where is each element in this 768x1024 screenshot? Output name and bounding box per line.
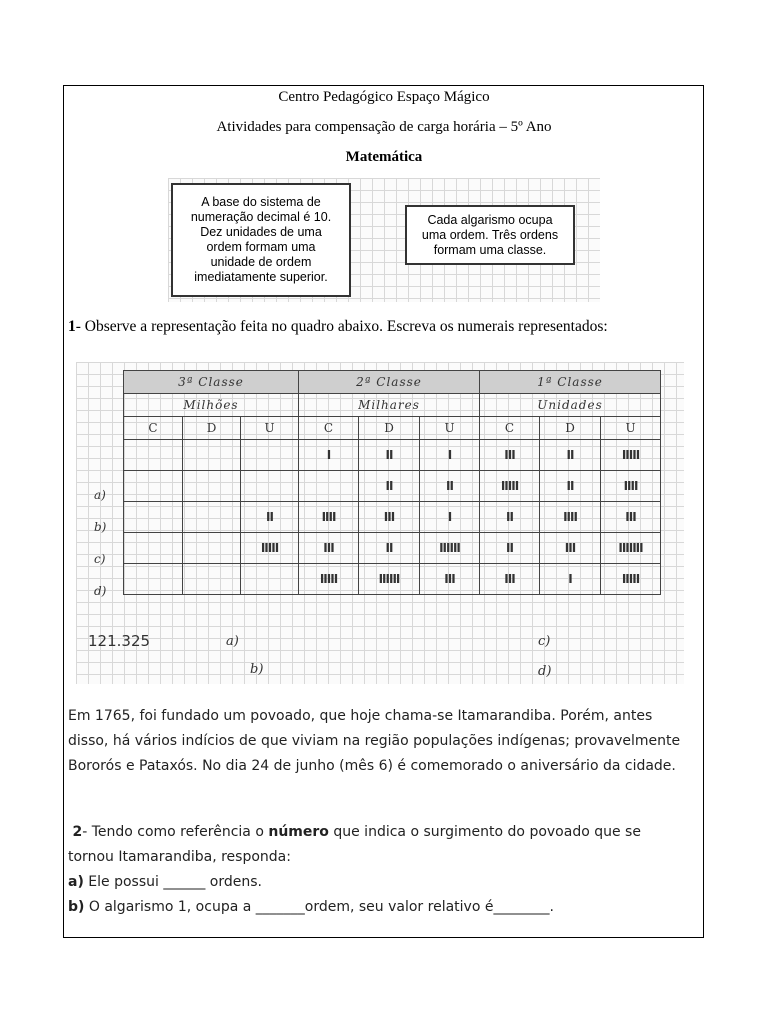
- tally-cell: I: [299, 440, 359, 471]
- tally-cell: [124, 564, 183, 595]
- question-2-number: 2: [72, 824, 83, 840]
- tally-cell: [183, 471, 241, 502]
- row-label-b: b): [94, 520, 107, 534]
- tally-cell: [124, 471, 183, 502]
- worksheet-subtitle: Atividades para compensação de carga horária – 5º Ano: [216, 119, 552, 135]
- column-header: D: [540, 417, 601, 440]
- question-2-intro: [68, 820, 688, 870]
- tally-cell: III: [359, 502, 420, 533]
- question-2b-text: O algarismo 1, ocupa a _______ordem, seu valor relativo é________.: [84, 899, 554, 915]
- tally-cell: [124, 440, 183, 471]
- column-header: C: [480, 417, 540, 440]
- tally-cell: II: [359, 471, 420, 502]
- tally-cell: [183, 564, 241, 595]
- tally-cell: II: [480, 502, 540, 533]
- tally-cell: IIIII: [299, 564, 359, 595]
- question-1-number: 1: [68, 318, 76, 335]
- place-value-table: [123, 370, 661, 595]
- table-row: [124, 533, 661, 564]
- table-row: [124, 502, 661, 533]
- tally-cell: [124, 533, 183, 564]
- table-row: [124, 440, 661, 471]
- row-label-d: d): [94, 584, 107, 598]
- tally-cell: III: [480, 564, 540, 595]
- tally-cell: [241, 471, 299, 502]
- tally-cell: IIIIII: [420, 533, 480, 564]
- school-name: Centro Pedagógico Espaço Mágico: [278, 89, 490, 105]
- order-header-unidades: Unidades: [480, 394, 661, 417]
- tally-cell: I: [420, 440, 480, 471]
- tally-cell: IIIII: [480, 471, 540, 502]
- tally-cell: IIIII: [241, 533, 299, 564]
- tally-cell: II: [540, 471, 601, 502]
- row-label-a: a): [94, 488, 106, 502]
- tally-cell: III: [601, 502, 661, 533]
- tally-cell: IIIII: [601, 440, 661, 471]
- question-2-text: - Tendo como referência o: [82, 824, 269, 840]
- order-header-milhares: Milhares: [299, 394, 480, 417]
- row-label-c: c): [94, 552, 106, 566]
- tally-cell: [124, 502, 183, 533]
- class-header-1: 1ª Classe: [480, 371, 661, 394]
- question-2a: [68, 870, 688, 895]
- tally-cell: IIIII: [601, 564, 661, 595]
- question-2a-text: Ele possui ______ ordens.: [83, 874, 263, 890]
- tally-cell: III: [420, 564, 480, 595]
- tally-cell: [241, 564, 299, 595]
- question-2-bold-word: número: [268, 824, 329, 840]
- tally-cell: II: [241, 502, 299, 533]
- classes-note: Cada algarismo ocupa uma ordem. Três ordens formam uma classe.: [405, 205, 575, 265]
- tally-cell: II: [480, 533, 540, 564]
- question-2a-label: a): [68, 874, 84, 890]
- tally-cell: II: [359, 533, 420, 564]
- tally-cell: I: [420, 502, 480, 533]
- answer-label-a: a): [226, 634, 239, 649]
- column-header: U: [601, 417, 661, 440]
- question-2: [68, 820, 688, 920]
- order-header-milhoes: Milhões: [124, 394, 299, 417]
- tally-cell: III: [480, 440, 540, 471]
- column-header: C: [299, 417, 359, 440]
- table-row: [124, 471, 661, 502]
- question-1-text: - Observe a representação feita no quadro abaixo. Escreva os numerais representados:: [75, 318, 608, 335]
- column-header: U: [241, 417, 299, 440]
- tally-cell: II: [359, 440, 420, 471]
- subject-title: Matemática: [345, 149, 423, 165]
- tally-cell: IIII: [601, 471, 661, 502]
- tally-cell: II: [420, 471, 480, 502]
- answer-label-d: d): [538, 664, 552, 679]
- tally-cell: [241, 440, 299, 471]
- tally-cell: IIIIIII: [601, 533, 661, 564]
- tally-cell: IIIIII: [359, 564, 420, 595]
- quadro-valor-lugar: [76, 362, 684, 684]
- tally-cell: [183, 533, 241, 564]
- tally-cell: IIII: [299, 502, 359, 533]
- tally-cell: I: [540, 564, 601, 595]
- class-header-3: 3ª Classe: [124, 371, 299, 394]
- tally-cell: II: [540, 440, 601, 471]
- info-panel: [168, 178, 600, 302]
- column-header: C: [124, 417, 183, 440]
- tally-cell: III: [540, 533, 601, 564]
- decimal-base-note: A base do sistema de numeração decimal é 10. Dez unidades de uma ordem formam uma unidade de ordem imediatamente superior.: [171, 183, 351, 297]
- table-row: [124, 564, 661, 595]
- question-2-text-rest: que indica o surgimento do povoado que se tornou Itamarandiba, responda:: [68, 824, 641, 865]
- tally-cell: IIII: [540, 502, 601, 533]
- tally-cell: [183, 502, 241, 533]
- class-header-2: 2ª Classe: [299, 371, 480, 394]
- answer-label-c: c): [538, 634, 551, 649]
- column-header: D: [183, 417, 241, 440]
- answer-label-b: b): [250, 662, 264, 677]
- example-answer: 121.325: [88, 632, 151, 650]
- column-header: D: [359, 417, 420, 440]
- question-2b-label: b): [68, 899, 85, 915]
- question-1: [68, 316, 628, 337]
- history-paragraph: Em 1765, foi fundado um povoado, que hoje chama-se Itamarandiba. Porém, antes disso, há vários indícios de que viviam na região populações indígenas; provavelmente Bororós e Pataxós. No dia 24 de junho (mês 6) é comemorado o aniversário da cidade.: [68, 708, 681, 774]
- question-2b: [68, 895, 688, 920]
- tally-cell: [183, 440, 241, 471]
- tally-cell: III: [299, 533, 359, 564]
- column-header: U: [420, 417, 480, 440]
- tally-cell: [299, 471, 359, 502]
